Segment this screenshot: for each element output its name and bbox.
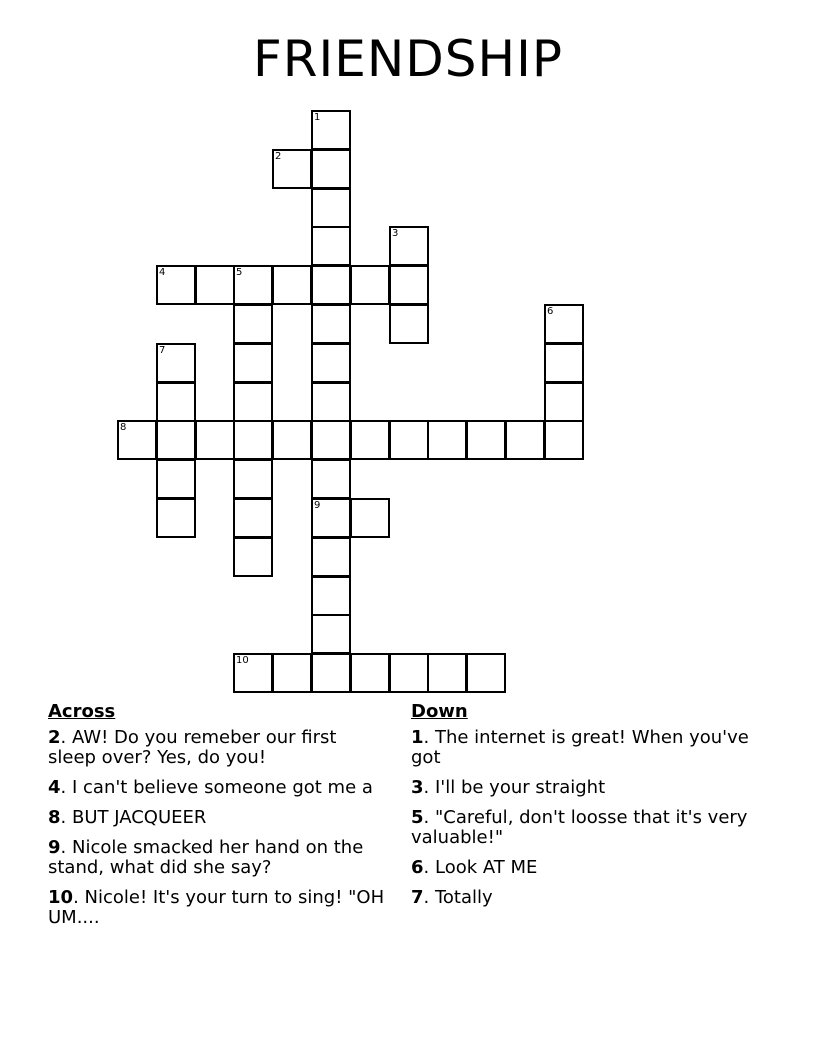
- clue-number: 6: [411, 857, 424, 878]
- across-heading: Across: [48, 701, 116, 722]
- clue-number: 4: [48, 777, 61, 798]
- grid-cell[interactable]: [389, 304, 429, 344]
- grid-cell[interactable]: [311, 614, 351, 654]
- grid-cell[interactable]: [233, 420, 273, 460]
- grid-cell[interactable]: [311, 498, 351, 538]
- across-clue-10: 10. Nicole! It's your turn to sing! "OH UM....: [48, 887, 385, 928]
- grid-cell[interactable]: [311, 226, 351, 266]
- clue-text: The internet is great! When you've got: [411, 727, 749, 768]
- clue-number: 1: [411, 727, 424, 748]
- clue-text: AW! Do you remeber our first sleep over? Yes, do you!: [48, 727, 337, 768]
- clue-number: 8: [48, 807, 61, 828]
- grid-cell[interactable]: [156, 459, 196, 499]
- clue-number: 5: [411, 807, 424, 828]
- down-clue-3: 3. I'll be your straight: [411, 777, 606, 798]
- cell-number: 6: [547, 306, 554, 317]
- grid-cell[interactable]: [272, 653, 312, 693]
- cell-number: 9: [314, 500, 321, 511]
- grid-cell[interactable]: [311, 382, 351, 422]
- grid-cell[interactable]: [233, 653, 273, 693]
- cell-number: 4: [159, 267, 166, 278]
- grid-cell[interactable]: [311, 149, 351, 189]
- grid-cell[interactable]: [117, 420, 157, 460]
- across-clue-4: 4. I can't believe someone got me a: [48, 777, 373, 798]
- cell-number: 3: [392, 228, 399, 239]
- clue-text: Nicole! It's your turn to sing! "OH UM....: [48, 887, 385, 928]
- grid-cell[interactable]: [350, 265, 390, 305]
- grid-cell[interactable]: [156, 343, 196, 383]
- grid-cell[interactable]: [466, 420, 506, 460]
- grid-cell[interactable]: [350, 653, 390, 693]
- grid-cell[interactable]: [311, 110, 351, 150]
- clue-number: 2: [48, 727, 61, 748]
- grid-cell[interactable]: [311, 537, 351, 577]
- grid-cell[interactable]: [350, 498, 390, 538]
- grid-cell[interactable]: [233, 343, 273, 383]
- grid-cell[interactable]: [233, 382, 273, 422]
- grid-cell[interactable]: [311, 576, 351, 616]
- across-clue-8: 8. BUT JACQUEER: [48, 807, 207, 828]
- clue-text: "Careful, don't loosse that it's very valuable!": [411, 807, 748, 848]
- grid-cell[interactable]: [233, 537, 273, 577]
- grid-cell[interactable]: [389, 226, 429, 266]
- across-clues: [48, 702, 388, 938]
- grid-cell[interactable]: [311, 459, 351, 499]
- grid-cell[interactable]: [156, 498, 196, 538]
- grid-cell[interactable]: [389, 265, 429, 305]
- grid-cell[interactable]: [156, 265, 196, 305]
- grid-cell[interactable]: [233, 459, 273, 499]
- clue-text: Totally: [434, 887, 493, 908]
- grid-cell[interactable]: [311, 343, 351, 383]
- down-clue-6: 6. Look AT ME: [411, 857, 538, 878]
- grid-cell[interactable]: [544, 382, 584, 422]
- cell-number: 8: [120, 422, 127, 433]
- clue-text: I'll be your straight: [434, 777, 606, 798]
- grid-cell[interactable]: [544, 304, 584, 344]
- down-clue-1: 1. The internet is great! When you've got: [411, 727, 749, 768]
- grid-cell[interactable]: [311, 653, 351, 693]
- grid-cell[interactable]: [427, 653, 467, 693]
- grid-cell[interactable]: [466, 653, 506, 693]
- page-title: FRIENDSHIP: [253, 30, 563, 88]
- grid-cell[interactable]: [272, 265, 312, 305]
- grid-cell[interactable]: [195, 265, 235, 305]
- grid-cell[interactable]: [156, 420, 196, 460]
- clue-text: Look AT ME: [434, 857, 538, 878]
- grid-cell[interactable]: [156, 382, 196, 422]
- clue-number: 3: [411, 777, 424, 798]
- grid-cell[interactable]: [311, 420, 351, 460]
- cell-number: 5: [236, 267, 243, 278]
- grid-cell[interactable]: [544, 420, 584, 460]
- grid-cell[interactable]: [350, 420, 390, 460]
- grid-cell[interactable]: [311, 188, 351, 228]
- grid-cell[interactable]: [195, 420, 235, 460]
- clue-text: I can't believe someone got me a: [71, 777, 373, 798]
- grid-cell[interactable]: [233, 304, 273, 344]
- grid-cell[interactable]: [272, 149, 312, 189]
- grid-cell[interactable]: [233, 265, 273, 305]
- down-clues: [411, 702, 761, 918]
- down-clue-7: 7. Totally: [411, 887, 493, 908]
- across-clue-9: 9. Nicole smacked her hand on the stand, what did she say?: [48, 837, 364, 878]
- cell-number: 7: [159, 345, 166, 356]
- grid-cell[interactable]: [389, 420, 429, 460]
- grid-cell[interactable]: [389, 653, 429, 693]
- grid-cell[interactable]: [311, 265, 351, 305]
- clue-number: 7: [411, 887, 424, 908]
- grid-cell[interactable]: [544, 343, 584, 383]
- clue-number: 10: [48, 887, 74, 908]
- grid-cell[interactable]: [427, 420, 467, 460]
- grid-cell[interactable]: [505, 420, 545, 460]
- down-heading: Down: [411, 701, 468, 722]
- cell-number: 2: [275, 151, 282, 162]
- grid-cell[interactable]: [311, 304, 351, 344]
- cell-number: 1: [314, 112, 321, 123]
- grid-cell[interactable]: [233, 498, 273, 538]
- down-clue-5: 5. "Careful, don't loosse that it's very valuable!": [411, 807, 748, 848]
- clue-text: BUT JACQUEER: [71, 807, 207, 828]
- clue-text: Nicole smacked her hand on the stand, what did she say?: [48, 837, 364, 878]
- clue-number: 9: [48, 837, 61, 858]
- grid-cell[interactable]: [272, 420, 312, 460]
- across-clue-2: 2. AW! Do you remeber our first sleep over? Yes, do you!: [48, 727, 337, 768]
- cell-number: 10: [236, 655, 249, 666]
